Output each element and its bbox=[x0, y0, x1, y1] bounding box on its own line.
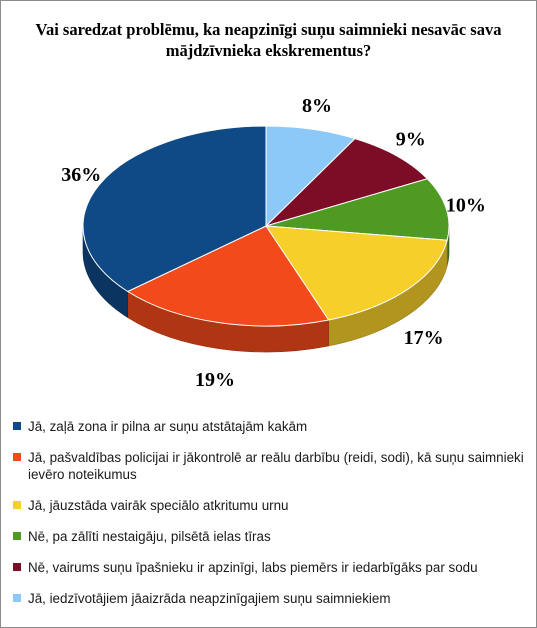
slice-label-6: 36% bbox=[61, 164, 102, 187]
legend-label: Nē, vairums suņu īpašnieku ir apzinīgi, labs piemērs ir iedarbīgāks par sodu bbox=[28, 560, 478, 575]
legend-item-4 bbox=[13, 528, 528, 545]
legend-swatch bbox=[13, 422, 21, 430]
legend-swatch bbox=[13, 532, 21, 540]
slice-label-2: 9% bbox=[395, 128, 426, 151]
slice-label-4: 17% bbox=[403, 326, 444, 349]
legend bbox=[13, 418, 528, 621]
slice-label-5: 19% bbox=[195, 369, 235, 391]
slice-label-3: 10% bbox=[445, 194, 486, 217]
legend-label: Jā, zaļā zona ir pilna ar suņu atstātajām kakām bbox=[28, 419, 308, 434]
pie-chart bbox=[1, 1, 536, 411]
legend-item-3 bbox=[13, 497, 528, 514]
legend-item-2 bbox=[13, 449, 528, 483]
legend-item-5 bbox=[13, 559, 528, 576]
legend-label: Jā, pašvaldības policijai ir jākontrolē ar reālu darbību (reidi, sodi), kā suņu saimnieki ievēro noteikumus bbox=[28, 450, 524, 482]
legend-swatch bbox=[13, 453, 21, 461]
slice-label-1: 8% bbox=[302, 95, 332, 117]
chart-title: Vai saredzat problēmu, ka neapzinīgi suņu saimnieki nesavāc sava mājdzīvnieka ekskrementus? bbox=[35, 20, 502, 60]
legend-item-1 bbox=[13, 418, 528, 435]
legend-label: Jā, iedzīvotājiem jāaizrāda neapzinīgajiem suņu saimniekiem bbox=[28, 591, 391, 606]
legend-swatch bbox=[13, 563, 21, 571]
legend-swatch bbox=[13, 594, 21, 602]
legend-swatch bbox=[13, 501, 21, 509]
legend-label: Nē, pa zālīti nestaigāju, pilsētā ielas tīras bbox=[28, 529, 271, 544]
legend-label: Jā, jāuzstāda vairāk speciālo atkritumu urnu bbox=[28, 498, 289, 513]
legend-item-6 bbox=[13, 590, 528, 607]
